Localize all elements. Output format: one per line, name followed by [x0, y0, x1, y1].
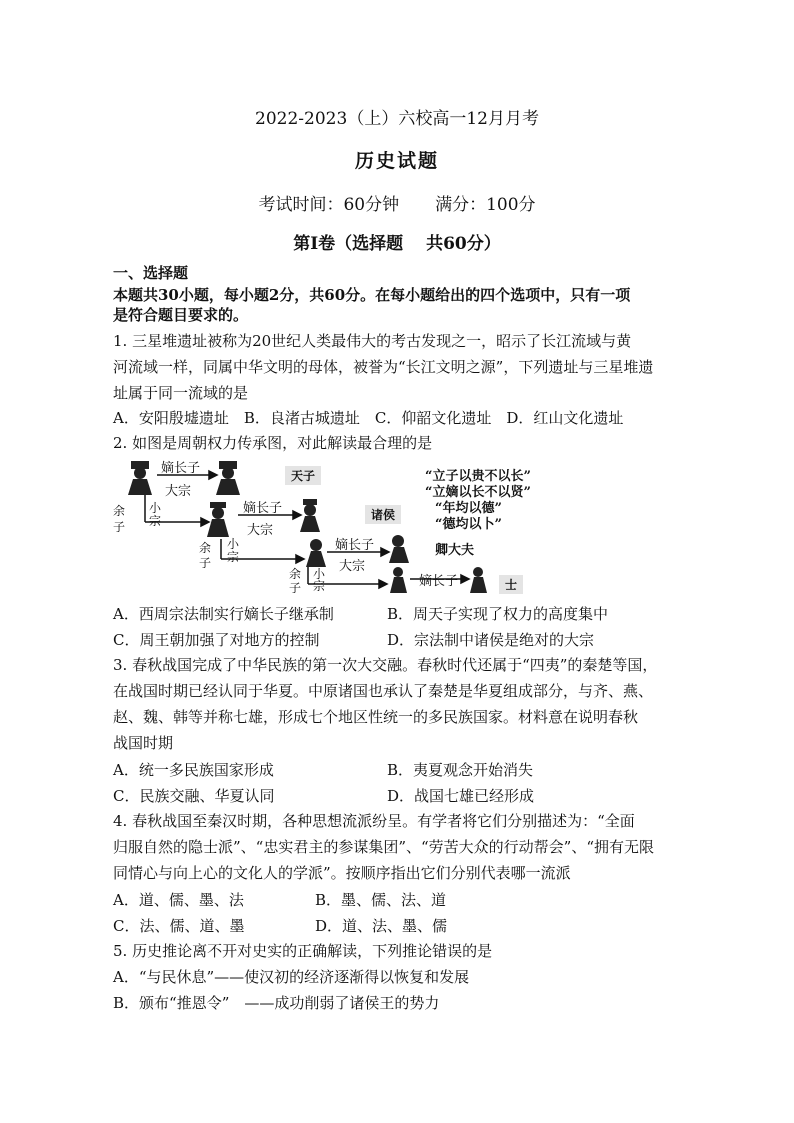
eldest-son-label-4: 嫡长子	[419, 574, 459, 589]
q1-line-3: 址属于同一流域的是	[113, 384, 249, 402]
yuzi-label-3b: 子	[289, 581, 302, 595]
level-zhuhou: 诸侯	[365, 505, 401, 524]
section-heading: 一、选择题	[113, 264, 189, 282]
q3-option-b: B．夷夏观念开始消失	[387, 761, 534, 779]
q2-option-a: A．西周宗法制实行嫡长子继承制	[113, 605, 334, 623]
q3-option-d: D．战国七雄已经形成	[387, 787, 535, 805]
q3-line-2: 在战国时期已经认同于华夏。中原诸国也承认了秦楚是华夏组成部分，与齐、燕、	[113, 682, 654, 700]
quote-2: “立嫡以长不以贤”	[425, 485, 531, 500]
zhou-power-diagram	[113, 457, 613, 597]
xiaozong-label-1b: 宗	[149, 514, 162, 528]
q4-line-2: 归服自然的隐士派”、“忠实君主的参谋集团”、“劳苦大众的行动帮会”、“拥有无限	[113, 838, 655, 856]
yuzi-label-2a: 余	[199, 541, 212, 555]
xiaozong-label-3b: 宗	[313, 579, 326, 593]
q2-option-b: B．周天子实现了权力的高度集中	[387, 605, 609, 623]
q3-option-c: C．民族交融、华夏认同	[113, 787, 275, 805]
q3-line-1: 3. 春秋战国完成了中华民族的第一次大交融。春秋时代还属于“四夷”的秦楚等国，	[113, 656, 658, 674]
eldest-son-label-3: 嫡长子	[335, 538, 375, 553]
eldest-son-label-1: 嫡长子	[161, 461, 201, 476]
xiaozong-label-2b: 宗	[227, 550, 240, 564]
q3-line-3: 赵、魏、韩等并称七雄，形成七个地区性统一的多民族国家。材料意在说明春秋	[113, 708, 639, 726]
quote-4: “德均以卜”	[435, 517, 502, 532]
exam-time: 考试时间：60分钟	[258, 195, 400, 215]
xiaozong-label-3a: 小	[313, 567, 326, 581]
quote-1: “立子以贵不以长”	[425, 469, 531, 484]
yuzi-label-3a: 余	[289, 567, 302, 581]
q5-stem: 5. 历史推论离不开对史实的正确解读，下列推论错误的是	[113, 942, 493, 960]
yuzi-label-2b: 子	[199, 556, 212, 570]
q4-option-d: D．道、法、墨、儒	[315, 917, 448, 935]
xiaozong-label-2a: 小	[227, 537, 240, 551]
subject-title: 历史试题	[354, 150, 439, 172]
xiaozong-label-1a: 小	[149, 501, 162, 515]
yuzi-label-1b: 子	[113, 520, 126, 534]
dazong-label-2: 大宗	[247, 523, 274, 538]
q4-option-a: A．道、儒、墨、法	[113, 891, 244, 909]
section-instruction-1: 本题共30小题，每小题2分，共60分。在每小题给出的四个选项中，只有一项	[113, 286, 631, 304]
q2-option-c: C．周王朝加强了对地方的控制	[113, 631, 320, 649]
q4-option-c: C．法、儒、道、墨	[113, 917, 245, 935]
quote-3: “年均以德”	[435, 501, 502, 516]
q5-option-a: A．“与民休息”——使汉初的经济逐渐得以恢复和发展	[113, 968, 470, 986]
q4-line-3: 同情心与向上心的文化人的学派”。按顺序指出它们分别代表哪一流派	[113, 864, 571, 882]
yuzi-label-1a: 余	[113, 504, 126, 518]
q2-stem: 2. 如图是周朝权力传承图，对此解读最合理的是	[113, 434, 433, 452]
q5-option-b: B．颁布“推恩令” ——成功削弱了诸侯王的势力	[113, 994, 440, 1012]
exam-title: 2022-2023（上）六校高一12月月考	[255, 109, 539, 129]
dazong-label-1: 大宗	[165, 484, 192, 499]
full-score: 满分：100分	[435, 195, 536, 215]
dazong-label-3: 大宗	[339, 559, 366, 574]
level-tianzi: 天子	[285, 466, 321, 485]
diagram-lines	[113, 457, 613, 597]
q1-options: A．安阳殷墟遗址 B．良渚古城遗址 C．仰韶文化遗址 D．红山文化遗址	[113, 409, 624, 427]
eldest-son-label-2: 嫡长子	[243, 501, 283, 516]
q1-line-1: 1. 三星堆遗址被称为20世纪人类最伟大的考古发现之一，昭示了长江流域与黄	[113, 332, 632, 350]
q2-option-d: D．宗法制中诸侯是绝对的大宗	[387, 631, 595, 649]
level-qingdafu: 卿大夫	[435, 543, 475, 558]
level-shi: 士	[499, 575, 523, 594]
exam-info	[0, 190, 794, 215]
q3-line-4: 战国时期	[113, 734, 174, 752]
volume-title: 第Ⅰ卷（选择题 共60分）	[293, 234, 501, 254]
q1-line-2: 河流域一样，同属中华文明的母体，被誉为“长江文明之源”，下列遗址与三星堆遗	[113, 358, 654, 376]
q4-option-b: B．墨、儒、法、道	[315, 891, 447, 909]
q4-line-1: 4. 春秋战国至秦汉时期，各种思想流派纷呈。有学者将它们分别描述为：“全面	[113, 812, 635, 830]
section-instruction-2: 是符合题目要求的。	[113, 306, 249, 324]
q3-option-a: A．统一多民族国家形成	[113, 761, 274, 779]
